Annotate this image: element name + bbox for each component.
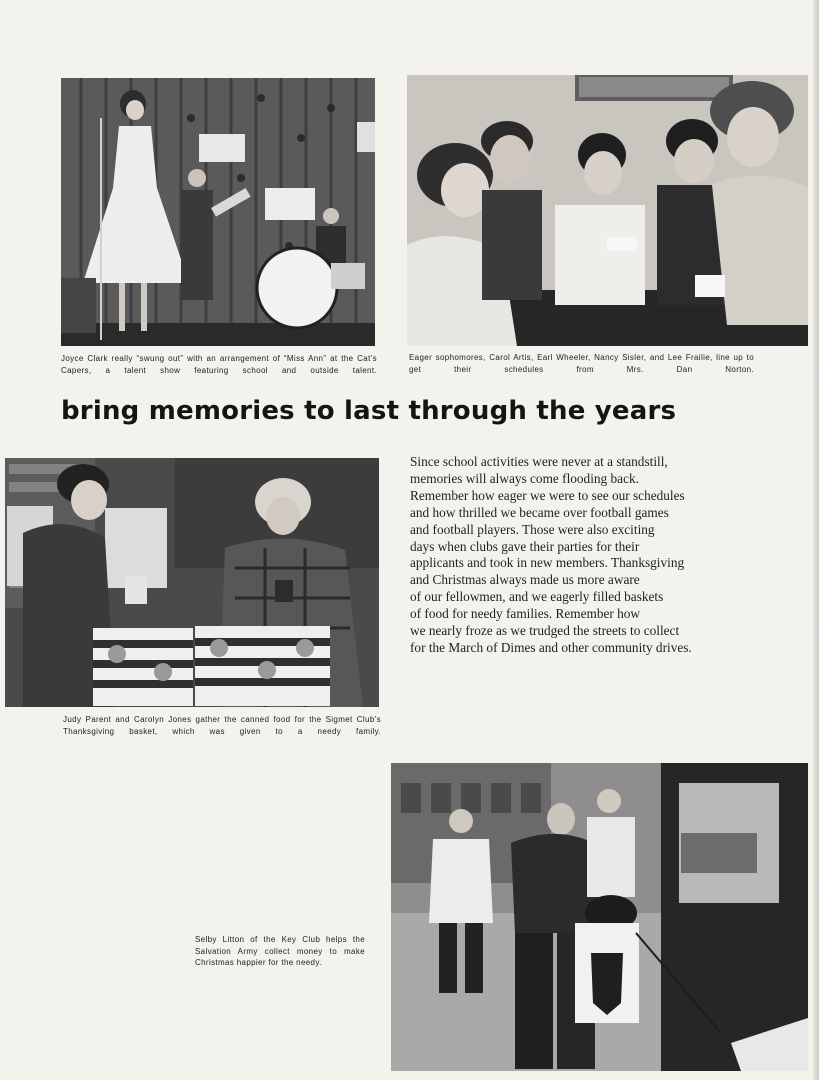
body-line: of our fellowmen, and we eagerly filled baskets xyxy=(410,589,664,605)
talent-show-caption: Joyce Clark really “swung out” with an arrangement of “Miss Ann” at the Cat’s Capers, a talent show featuring school and outside talent. xyxy=(61,354,377,375)
body-line: we nearly froze as we trudged the streets to collect xyxy=(410,623,680,639)
body-line: memories will always come flooding back. xyxy=(410,470,639,486)
body-line: Since school activities were never at a standstill, xyxy=(410,454,668,469)
canned-food-caption: Judy Parent and Carolyn Jones gather the canned food for the Sigmet Club’s Thanksgiving basket, which was given to a needy family. xyxy=(63,715,381,736)
schedules-photo xyxy=(407,75,808,346)
body-line: Remember how eager we were to see our schedules xyxy=(410,487,685,503)
body-line: for the March of Dimes and other community drives. xyxy=(410,639,692,655)
page-edge xyxy=(813,0,819,1080)
body-line: days when clubs gave their parties for their xyxy=(410,538,640,554)
body-line: applicants and took in new members. Thanksgiving xyxy=(410,555,685,571)
body-paragraph xyxy=(410,454,740,657)
salvation-army-caption: Selby Litton of the Key Club helps the Salvation Army collect money to make Christmas happier for the needy. xyxy=(195,935,365,967)
body-line: and football players. Those were also exciting xyxy=(410,521,655,537)
canned-food-photo xyxy=(5,458,379,707)
body-line: and how thrilled we became over football games xyxy=(410,504,669,520)
body-line: of food for needy families. Remember how xyxy=(410,606,641,622)
page-headline: bring memories to last through the years xyxy=(61,396,677,426)
talent-show-photo xyxy=(61,78,375,346)
schedules-caption: Eager sophomores, Carol Artis, Earl Wheeler, Nancy Sisler, and Lee Frailie, line up to get their schedules from Mrs. Dan Norton. xyxy=(409,353,754,374)
salvation-army-photo xyxy=(391,763,808,1071)
body-line: and Christmas always made us more aware xyxy=(410,572,640,588)
